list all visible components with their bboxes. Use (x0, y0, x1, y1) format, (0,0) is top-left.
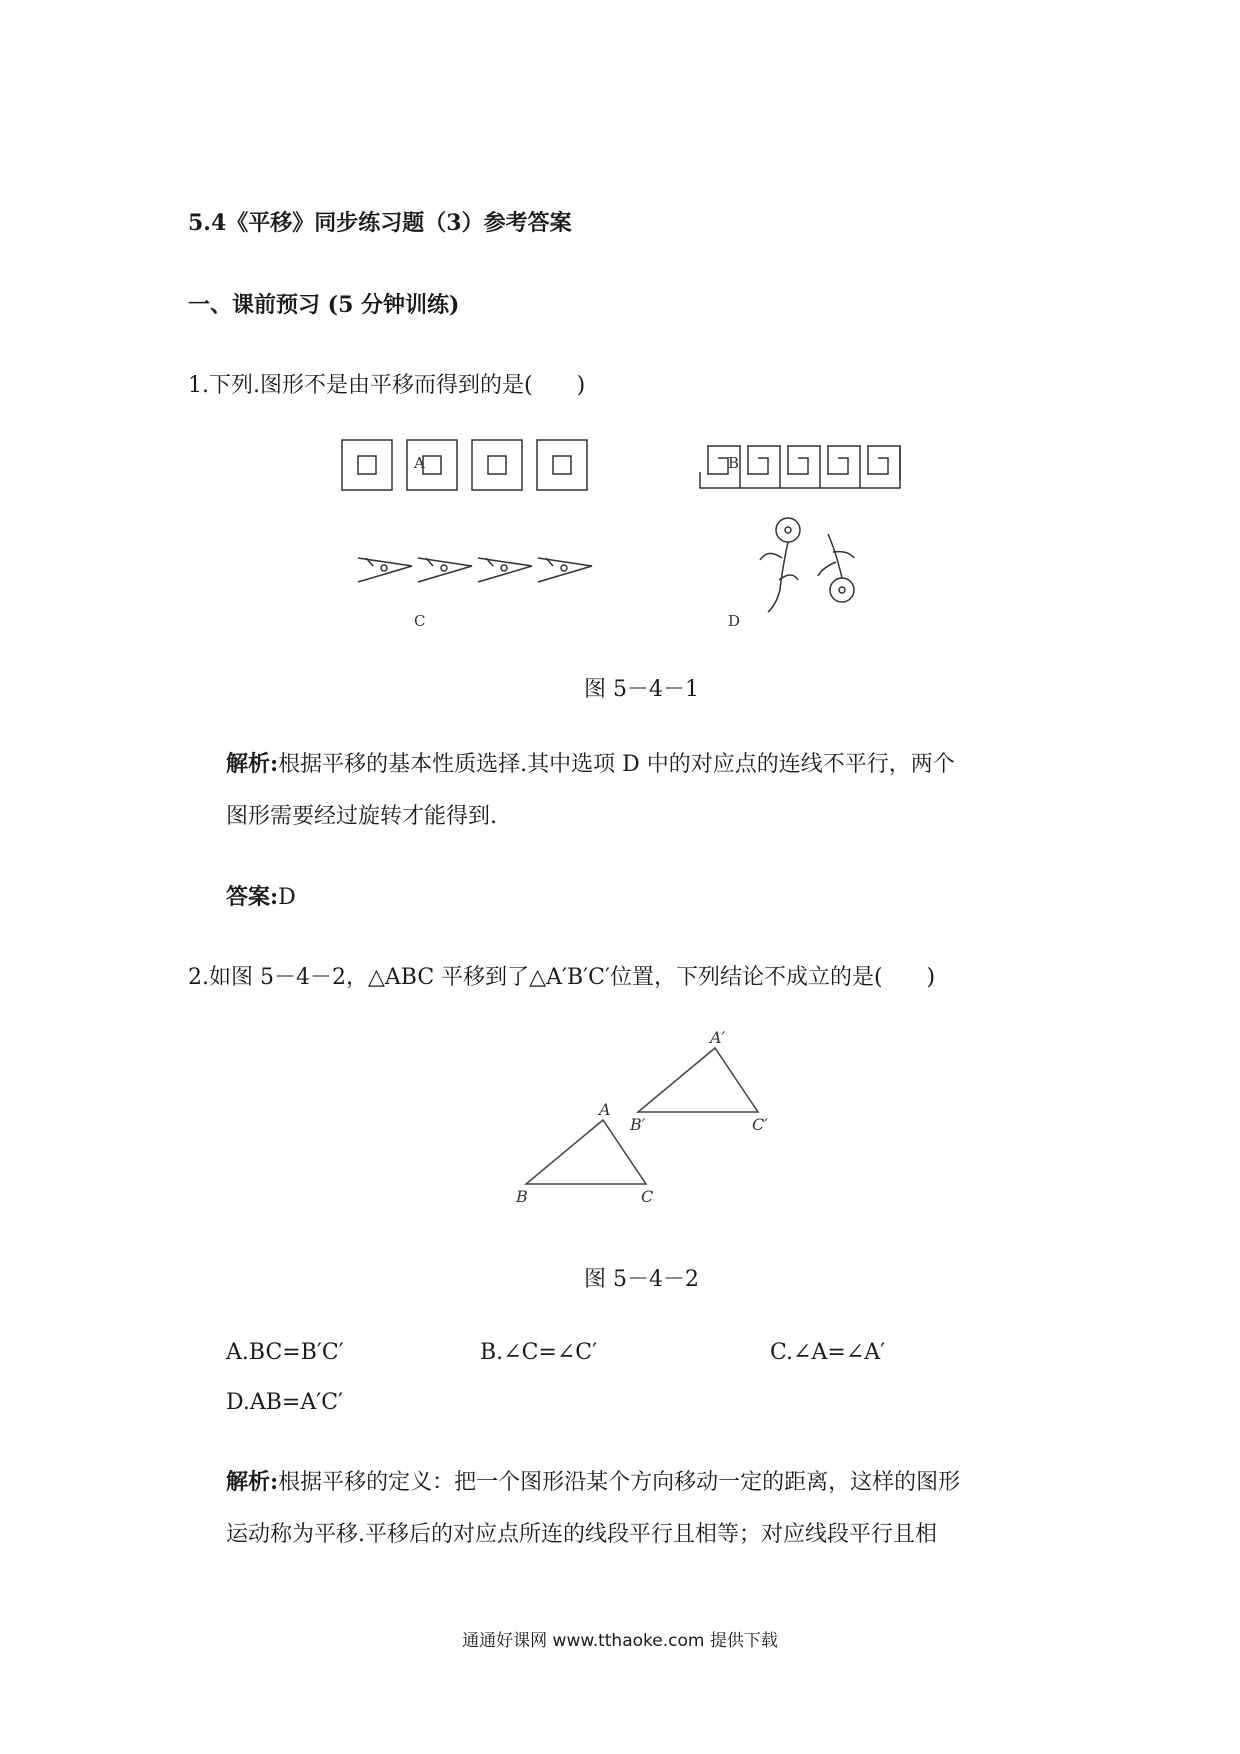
figure-caption-2: 图 5－4－2 (584, 1267, 699, 1292)
option-a: A.BC=B′C′ (226, 1340, 344, 1365)
figure-5-4-1 (330, 430, 950, 640)
figure-label-a: A (414, 454, 425, 472)
option-c-arrows (358, 558, 592, 582)
vertex-c: C (641, 1187, 654, 1206)
option-d: D.AB=A′C′ (226, 1390, 344, 1415)
question-1-analysis (226, 738, 955, 843)
question-2-analysis (226, 1456, 960, 1561)
question-2-stem: 2.如图 5－4－2，△ABC 平移到了△A′B′C′位置，下列结论不成立的是( ) (188, 965, 936, 990)
question-1-answer (226, 880, 296, 911)
page-title: 5.4《平移》同步练习题（3）参考答案 (188, 210, 572, 236)
option-c: C.∠A=∠A′ (770, 1340, 886, 1365)
triangle-a2b2c2 (638, 1048, 758, 1112)
section-heading: 一、课前预习 (5 分钟训练) (188, 292, 460, 318)
vertex-c-prime: C′ (752, 1115, 768, 1134)
analysis-text: 根据平移的基本性质选择.其中选项 D 中的对应点的连线不平行，两个 (278, 752, 955, 777)
answer-value: D (278, 885, 296, 910)
triangle-abc (526, 1120, 646, 1184)
option-d-flowers (760, 518, 854, 612)
analysis-label: 解析: (226, 751, 279, 777)
analysis-text-line2: 图形需要经过旋转才能得到. (226, 804, 497, 829)
figure-label-b: B (728, 454, 740, 472)
vertex-b: B (516, 1187, 528, 1206)
option-a-squares (342, 440, 587, 490)
analysis-text-line2: 运动称为平移.平移后的对应点所连的线段平行且相等；对应线段平行且相 (226, 1522, 937, 1547)
option-b: B.∠C=∠C′ (480, 1340, 598, 1365)
question-1-stem: 1.下列.图形不是由平移而得到的是( ) (188, 373, 586, 398)
figure-5-4-2 (510, 1030, 780, 1210)
figure-label-c: C (414, 612, 426, 630)
figure-label-d: D (728, 612, 741, 630)
page-footer: 通通好课网 www.tthaoke.com 提供下载 (462, 1631, 778, 1651)
analysis-label: 解析: (226, 1469, 279, 1495)
analysis-text: 根据平移的定义：把一个图形沿某个方向移动一定的距离，这样的图形 (278, 1470, 961, 1495)
vertex-b-prime: B′ (630, 1115, 646, 1134)
vertex-a-prime: A′ (710, 1030, 726, 1047)
vertex-a: A (599, 1100, 611, 1119)
answer-label: 答案: (226, 884, 279, 910)
figure-caption-1: 图 5－4－1 (584, 677, 699, 702)
